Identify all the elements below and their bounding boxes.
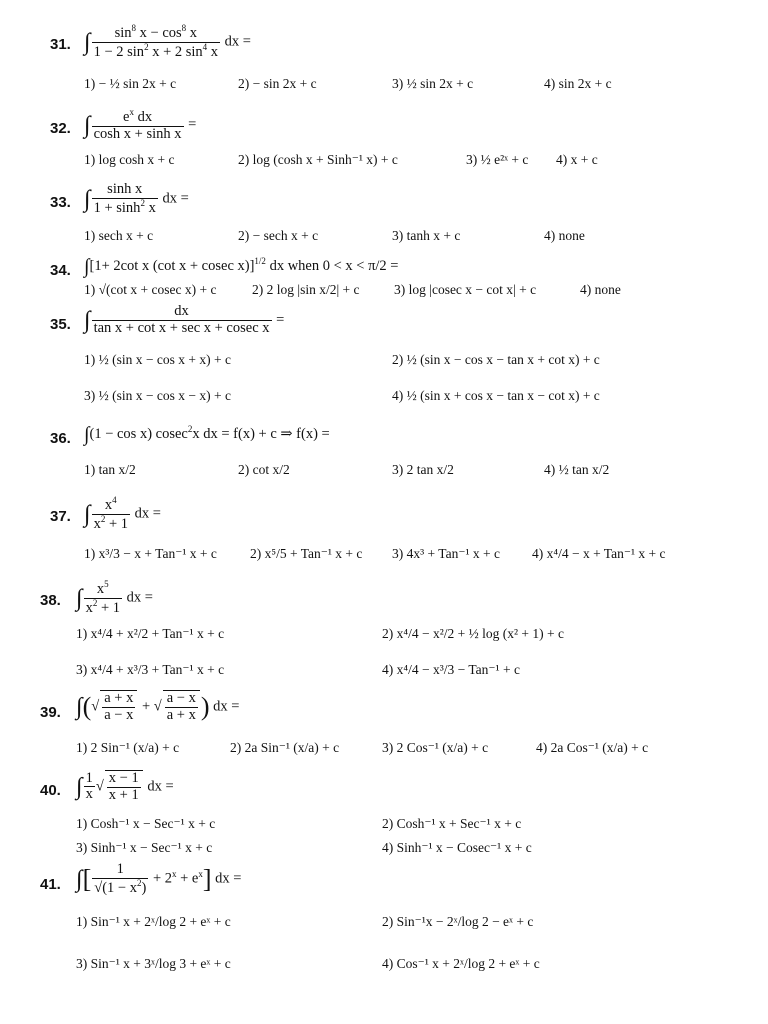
option: 4) none	[544, 228, 585, 243]
option: 2) 2 log |sin x/2| + c	[252, 282, 360, 297]
question-expression: ∫[1+ 2cot x (cot x + cosec x)]$^{1/2}$ dx when 0 < x < π/2 =	[84, 255, 399, 278]
option: 3) 2 tan x/2	[392, 462, 454, 477]
option: 1) Cosh⁻¹ x − Sec⁻¹ x + c	[76, 816, 216, 831]
option: 1) sech x + c	[84, 228, 154, 243]
question-expression: ∫(√ $\frac{a + x}{a - x}$ + √ $\frac{a - x}{a + x}$ ) dx =	[76, 690, 240, 723]
option: 2) − sin 2x + c	[238, 76, 317, 91]
question-number: 36.	[50, 430, 71, 447]
option: 2) Cosh⁻¹ x + Sec⁻¹ x + c	[382, 816, 522, 831]
question-number: 33.	[50, 194, 71, 211]
option: 3) ½ e²ˣ + c	[466, 152, 529, 167]
option: 3) 4x³ + Tan⁻¹ x + c	[392, 546, 500, 561]
option: 4) x⁴/4 − x³/3 − Tan⁻¹ + c	[382, 662, 520, 677]
question-expression: ∫[ $\frac{1}{√(1 - x^2)}$ + $2^x + e^x$] dx =	[76, 861, 242, 896]
option: 4) Sinh⁻¹ x − Cosec⁻¹ x + c	[382, 840, 532, 855]
question-number: 31.	[50, 36, 71, 53]
question-number: 37.	[50, 508, 71, 525]
question-number: 34.	[50, 262, 71, 279]
option: 1) x⁴/4 + x²/2 + Tan⁻¹ x + c	[76, 626, 225, 641]
question-number: 35.	[50, 316, 71, 333]
question-number: 41.	[40, 876, 61, 893]
option: 4) none	[580, 282, 621, 297]
option: 2) Sin⁻¹x − 2ˣ/log 2 − eˣ + c	[382, 914, 534, 929]
option: 1) tan x/2	[84, 462, 136, 477]
question-expression: ∫ $\frac{x^5}{x^2 + 1}$ dx =	[76, 579, 153, 616]
question-expression: ∫ $\frac{e^x dx}{\text{cosh x + sinh x}}$ =	[84, 107, 197, 142]
option: 1) √(cot x + cosec x) + c	[84, 282, 217, 297]
option: 3) x⁴/4 + x³/3 + Tan⁻¹ x + c	[76, 662, 225, 677]
option: 1) x³/3 − x + Tan⁻¹ x + c	[84, 546, 217, 561]
option: 1) − ½ sin 2x + c	[84, 76, 177, 91]
option: 4) ½ (sin x + cos x − tan x − cot x) + c	[392, 388, 600, 403]
option: 4) x⁴/4 − x + Tan⁻¹ x + c	[532, 546, 666, 561]
option: 3) Sinh⁻¹ x − Sec⁻¹ x + c	[76, 840, 213, 855]
option: 2) − sech x + c	[238, 228, 319, 243]
question-number: 40.	[40, 782, 61, 799]
option: 3) ½ (sin x − cos x − x) + c	[84, 388, 231, 403]
option: 3) 2 Cos⁻¹ (x/a) + c	[382, 740, 489, 755]
question-expression: ∫ $\frac{\text{sinh x}}{1 + \sinh^2 x}$ dx =	[84, 181, 189, 216]
question-expression: ∫ $\frac{1}{x}$ √ $\frac{x - 1}{x + 1}$ dx =	[76, 769, 174, 803]
question-expression: ∫ $\frac{\sin^8 x - \cos^8 x}{1 - 2 \sin^2 x + 2 \sin^4 x}$ dx =	[84, 23, 251, 60]
option: 2) x⁴/4 − x²/2 + ½ log (x² + 1) + c	[382, 626, 564, 641]
option: 4) x + c	[556, 152, 598, 167]
option: 3) Sin⁻¹ x + 3ˣ/log 3 + eˣ + c	[76, 956, 231, 971]
option: 2) log (cosh x + Sinh⁻¹ x) + c	[238, 152, 398, 167]
option: 4) 2a Cos⁻¹ (x/a) + c	[536, 740, 649, 755]
question-expression: ∫ $\frac{dx}{\text{tan x + cot x + sec x + cosec x}}$ =	[84, 303, 285, 336]
option: 1) 2 Sin⁻¹ (x/a) + c	[76, 740, 180, 755]
option: 2) cot x/2	[238, 462, 290, 477]
question-expression: ∫(1 − cos x) cosec$^2$x dx = f(x) + c ⇒ f(x) =	[84, 423, 330, 446]
option: 3) tanh x + c	[392, 228, 461, 243]
option: 1) log cosh x + c	[84, 152, 175, 167]
question-number: 32.	[50, 120, 71, 137]
option: 2) ½ (sin x − cos x − tan x + cot x) + c	[392, 352, 600, 367]
question-number: 39.	[40, 704, 61, 721]
option: 4) ½ tan x/2	[544, 462, 610, 477]
question-number: 38.	[40, 592, 61, 609]
question-expression: ∫ $\frac{x^4}{x^2 + 1}$ dx =	[84, 495, 161, 532]
option: 2) 2a Sin⁻¹ (x/a) + c	[230, 740, 340, 755]
option: 4) sin 2x + c	[544, 76, 612, 91]
option: 4) Cos⁻¹ x + 2ˣ/log 2 + eˣ + c	[382, 956, 540, 971]
option: 1) Sin⁻¹ x + 2ˣ/log 2 + eˣ + c	[76, 914, 231, 929]
option: 1) ½ (sin x − cos x + x) + c	[84, 352, 231, 367]
option: 2) x⁵/5 + Tan⁻¹ x + c	[250, 546, 363, 561]
option: 3) log |cosec x − cot x| + c	[394, 282, 537, 297]
option: 3) ½ sin 2x + c	[392, 76, 474, 91]
